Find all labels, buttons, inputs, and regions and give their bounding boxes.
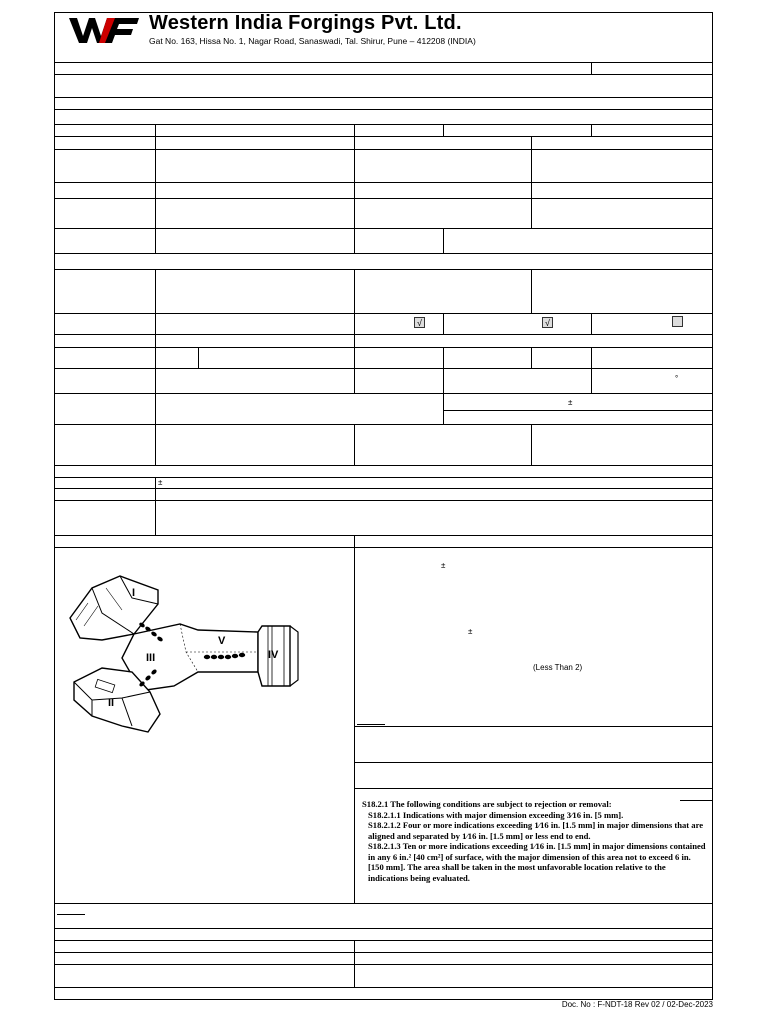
company-address: Gat No. 163, Hissa No. 1, Nagar Road, Sanaswadi, Tal. Shirur, Pune – 412208 (INDIA) (149, 36, 476, 46)
plus-minus-symbol: ± (468, 627, 473, 636)
spec-clause: S18.2.1.2 Four or more indications exceeding 1⁄16 in. [1.5 mm] in major dimensions that are aligned and separated by 1⁄16 in. [1.5 mm] or less end to end. (368, 820, 704, 841)
diagram-label-i: I (132, 587, 136, 599)
acceptance-note: (Less Than 2) (533, 663, 583, 672)
spec-clause: S18.2.1 The following conditions are subject to rejection or removal: (362, 799, 612, 809)
checkbox-1[interactable]: √ (414, 317, 425, 328)
diagram-label-ii: II (108, 697, 115, 709)
plus-minus-symbol: ± (441, 561, 446, 570)
degree-symbol: ° (675, 374, 679, 383)
inspection-part-diagram (62, 568, 310, 738)
company-name: Western India Forgings Pvt. Ltd. (149, 12, 462, 34)
diagram-label-iv: IV (268, 649, 279, 661)
plus-minus-symbol: ± (568, 398, 573, 407)
divider (680, 800, 713, 801)
spec-clause: S18.2.1.3 Ten or more indications exceeding 1⁄16 in. [1.5 mm] in major dimensions contained in any 6 in.² [40 cm²] of surface, with the major dimension of this area not to exceed 6 in. [150 mm]. The area shall be taken in the most unfavorable location relative to the indications being evaluated. (368, 841, 706, 883)
plus-minus-symbol: ± (158, 478, 163, 487)
acceptance-criteria-text (362, 799, 707, 883)
diagram-label-v: V (218, 635, 226, 647)
checkbox-2[interactable]: √ (542, 317, 553, 328)
checkbox-3[interactable] (672, 316, 683, 327)
spec-clause: S18.2.1.1 Indications with major dimension exceeding 3⁄16 in. [5 mm]. (368, 809, 624, 820)
diagram-label-iii: III (146, 652, 156, 664)
company-logo (69, 16, 139, 44)
document-number: Doc. No : F-NDT-18 Rev 02 / 02-Dec-2023 (561, 1000, 713, 1009)
